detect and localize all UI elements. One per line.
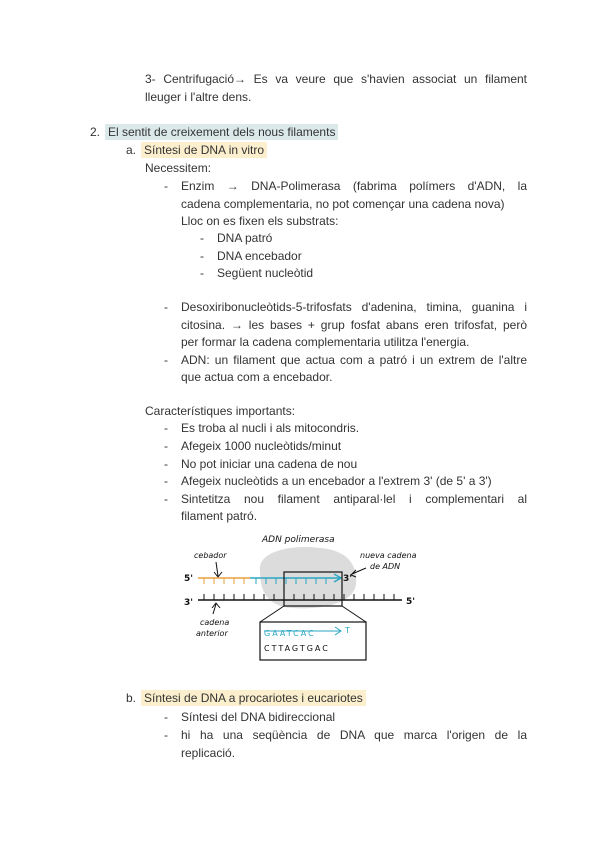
sequence-next-nucleotide: T — [345, 626, 350, 635]
feature-item: Es troba al nucli i als mitocondris. — [181, 421, 360, 435]
bullet-dash: - — [164, 353, 168, 367]
substrate-item: Següent nucleòtid — [217, 266, 314, 280]
primer-ticks — [204, 578, 244, 584]
sequence-top: GAATCAC — [264, 629, 316, 638]
sub-b-item-2-line-2: replicació. — [181, 746, 236, 760]
substrate-item: DNA patró — [217, 231, 273, 245]
feature-dash: - — [164, 439, 168, 453]
sub-b-item-2-line-1: hi ha una seqüència de DNA que marca l'origen de la — [181, 728, 527, 742]
feature-dash: - — [164, 474, 168, 488]
label-old-strand-1: cadena — [200, 618, 230, 627]
substrate-dash: - — [200, 249, 204, 263]
label-old-strand-2: anterior — [196, 629, 228, 638]
bullet2-line-1: Desoxiribonucleòtids-5-trifosfats d'adenina, timina, guanina i — [181, 300, 527, 314]
label-new-strand-2: de ADN — [370, 562, 401, 571]
label-primer: cebador — [194, 551, 227, 560]
features-label: Característiques importants: — [145, 404, 296, 418]
bullet-dash: - — [164, 300, 168, 314]
bullet3-line-2: que actua com a encebador. — [181, 370, 333, 384]
feature-dash: - — [164, 492, 168, 506]
intro-line-2: lleuger i l'altre dens. — [145, 90, 252, 104]
feature-item: Afegeix nucleòtids a un encebador a l'extrem 3' (de 5' a 3') — [181, 474, 492, 488]
substrate-item: DNA encebador — [217, 249, 302, 263]
bullet1-line-3: Lloc on es fixen els substrats: — [181, 214, 339, 228]
section-2-number: 2. — [90, 125, 101, 139]
label-5-bottom: 5' — [406, 597, 416, 607]
feature-item: Afegeix 1000 nucleòtids/minut — [181, 439, 342, 453]
bullet1-line-1: Enzim → DNA-Polimerasa (fabrima polímers d'ADN, la — [181, 179, 527, 193]
label-polymerase: ADN polimerasa — [262, 535, 335, 545]
need-label: Necessitem: — [145, 161, 212, 175]
sub-a-title: Síntesi de DNA in vitro — [141, 142, 267, 158]
old-strand-arrow — [212, 603, 220, 614]
feature-dash: - — [164, 457, 168, 471]
sequence-bottom: CTTAGTGAC — [264, 644, 330, 653]
label-5-top: 5' — [184, 574, 194, 584]
bullet2-line-2: citosina. → les bases + grup fosfat abans eren trifosfat, però — [181, 318, 527, 332]
intro-line-1: 3- Centrifugació→ Es va veure que s'havien associat un filament — [145, 72, 527, 86]
feature-dash: - — [164, 421, 168, 435]
substrate-dash: - — [200, 266, 204, 280]
primer-arrow — [214, 562, 222, 577]
label-new-strand-1: nueva cadena — [360, 551, 417, 560]
section-2-title: El sentit de creixement dels nous filaments — [105, 124, 338, 140]
sub-b-title: Síntesi de DNA a procariotes i eucariotes — [141, 690, 366, 706]
sub-b-letter: b. — [126, 691, 137, 705]
feature-item: No pot iniciar una cadena de nou — [181, 457, 358, 471]
item-dash: - — [164, 728, 168, 742]
label-3-bottom: 3' — [184, 598, 194, 608]
bullet-dash: - — [164, 179, 168, 193]
dna-polymerase-figure — [180, 530, 440, 662]
bullet2-line-3: per formar la cadena complementaria utilitza l'energia. — [181, 335, 470, 349]
feature5-line-1: Sintetitza nou filament antiparal·lel i complementari al — [181, 492, 527, 506]
sub-b-item-1: Síntesi del DNA bidireccional — [181, 710, 336, 724]
bullet3-line-1: ADN: un filament que actua com a patró i un extrem de l'altre — [181, 353, 527, 367]
sub-a-letter: a. — [126, 143, 137, 157]
bullet1-line-2: cadena complementaria, no pot començar una cadena nova) — [181, 197, 505, 211]
zoom-box — [260, 622, 366, 660]
substrate-dash: - — [200, 231, 204, 245]
item-dash: - — [164, 710, 168, 724]
feature5-line-2: filament patró. — [181, 509, 258, 523]
label-3-top: 3' — [343, 574, 353, 584]
